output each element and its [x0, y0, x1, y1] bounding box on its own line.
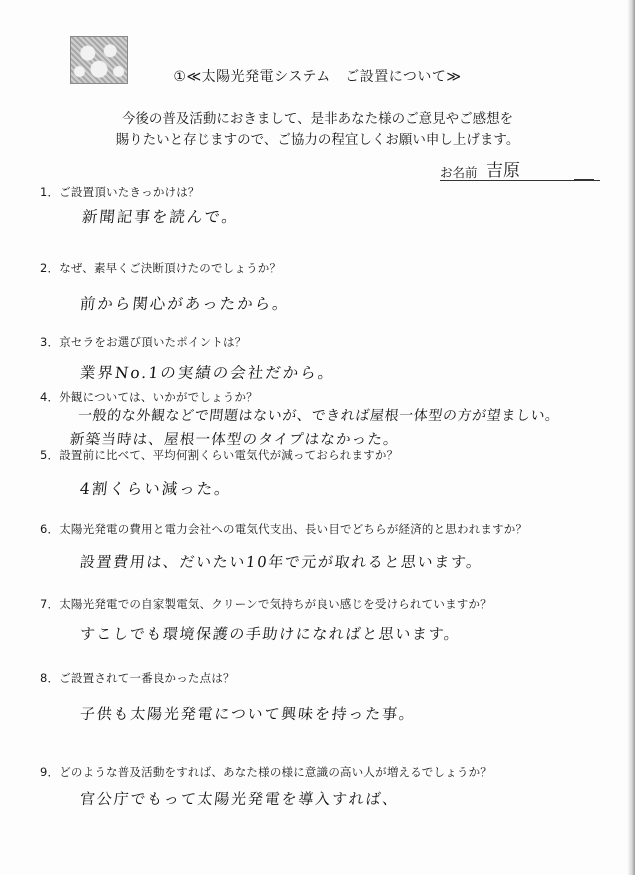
name-label: お名前 — [440, 165, 478, 180]
question-6: 6．太陽光発電の費用と電力会社への電気代支出、長い目でどちらが経済的と思われますか？ — [40, 522, 528, 536]
name-underline-tail — [574, 179, 594, 180]
answer-8: 子供も太陽光発電について興味を持った事。 — [79, 705, 417, 723]
intro-line-1: 今後の普及活動におきまして、是非あなた様のご意見やご感想を — [121, 111, 514, 127]
answer-4-line-2: 新築当時は、屋根一体型のタイプはなかった。 — [69, 432, 400, 448]
question-9: 9．どのような普及活動をすれば、あなた様の様に意識の高い人が増えるでしょうか？ — [40, 765, 492, 779]
question-8: 8．ご設置されて一番良かった点は？ — [40, 671, 235, 685]
name-field — [440, 160, 600, 181]
answer-7: すこしでも環境保護の手助けになればと思います。 — [79, 625, 462, 643]
question-3: 3．京セラをお選び頂いたポイントは？ — [40, 335, 247, 349]
question-2: 2．なぜ、素早くご決断頂けたのでしょうか？ — [40, 261, 282, 275]
answer-3: 業界No.1の実績の会社だから。 — [78, 364, 337, 382]
answer-4-line-1: 一般的な外観などで問題はないが、できれば屋根一体型の方が望ましい。 — [77, 408, 561, 424]
question-4: 4．外観については、いかがでしょうか？ — [40, 390, 258, 404]
answer-9: 官公庁でもって太陽光発電を導入すれば、 — [79, 790, 401, 808]
question-1: 1．ご設置頂いたきっかけは？ — [40, 185, 200, 199]
page-title: ①≪太陽光発電システム ご設置について≫ — [173, 69, 462, 85]
question-5: 5．設置前に比べて、平均何割くらい電気代が減っておられますか？ — [40, 448, 399, 462]
answer-1: 新聞記事を読んで。 — [80, 208, 241, 226]
question-7: 7．太陽光発電での自家製電気、クリーンで気持ちが良い感じを受けられていますか？ — [40, 597, 492, 611]
answer-5: 4割くらい減った。 — [78, 480, 233, 498]
name-value: 吉原 — [486, 161, 520, 181]
intro-line-2: 賜りたいと存じますので、ご協力の程宜しくお願い申し上げます。 — [115, 132, 520, 148]
answer-2: 前から関心があったから。 — [78, 295, 291, 313]
answer-6: 設置費用は、だいたい10年で元が取れると思います。 — [79, 553, 484, 571]
